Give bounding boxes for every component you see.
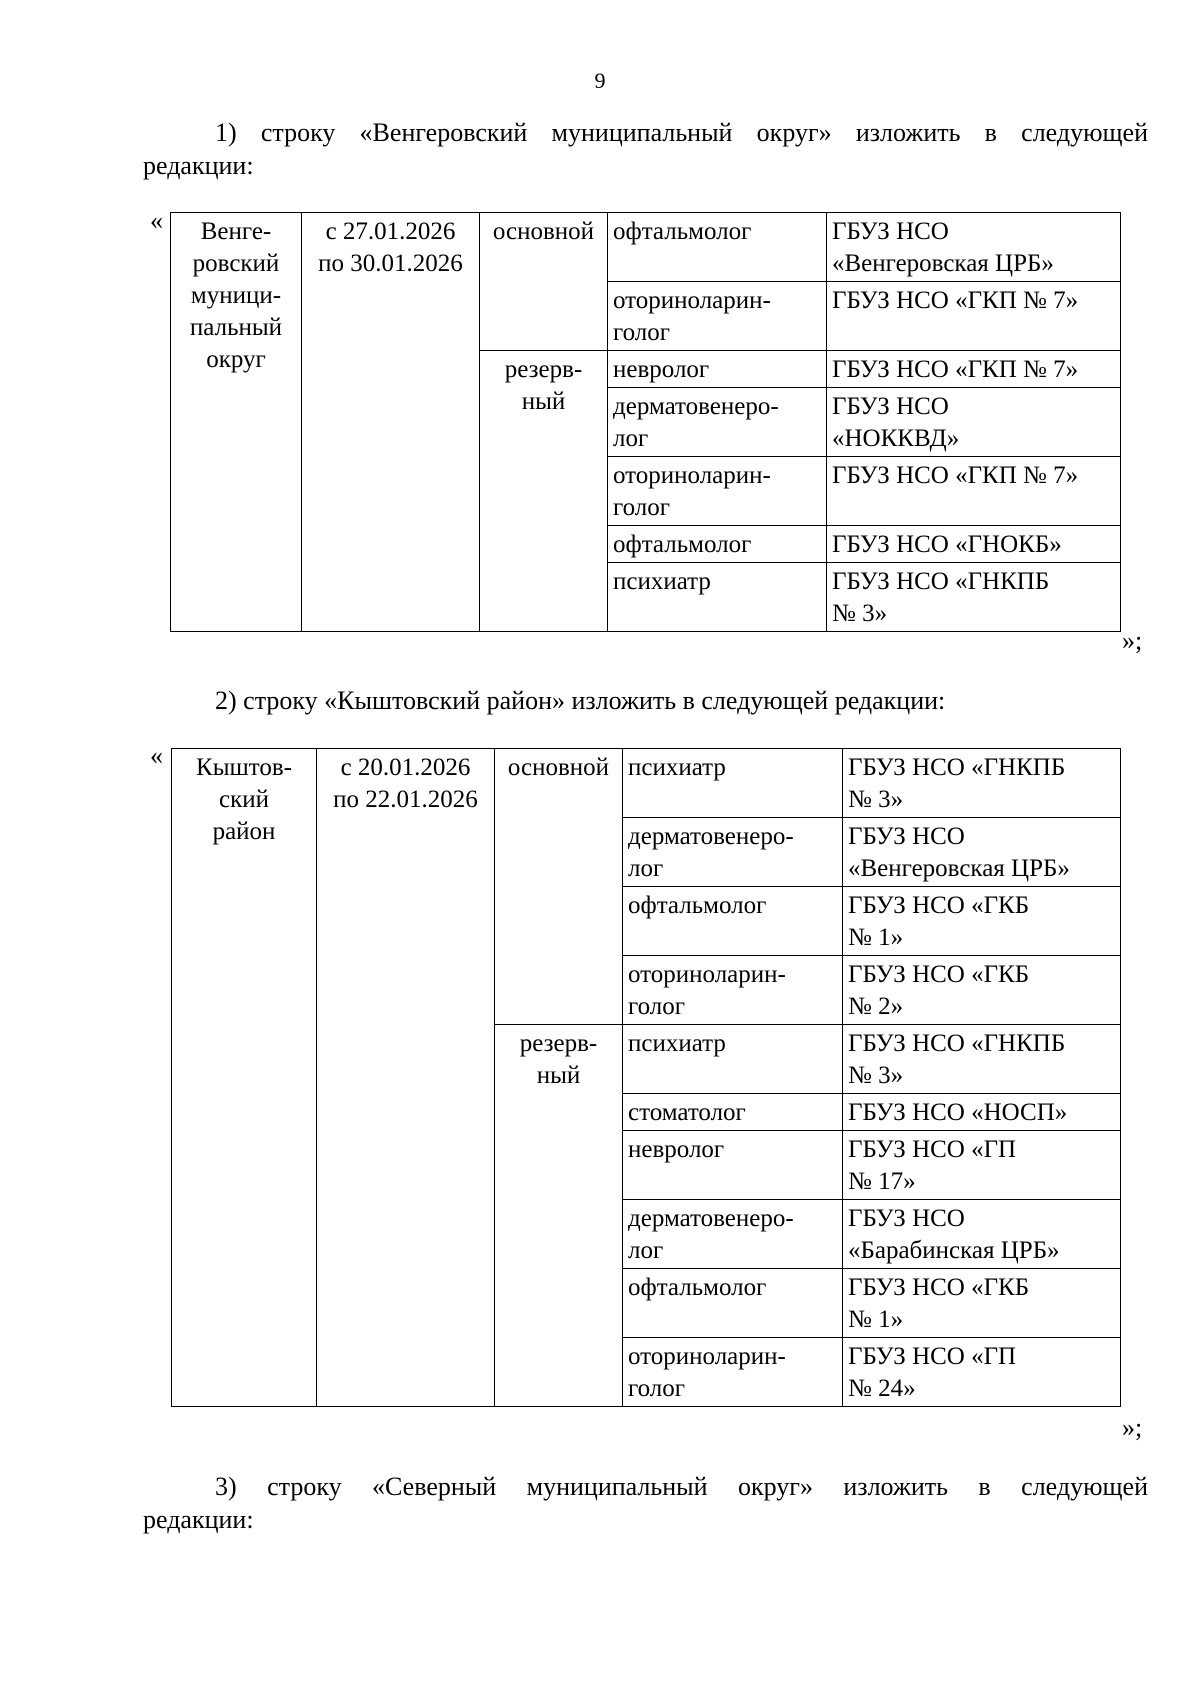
table1-venger-district bbox=[170, 212, 1121, 632]
brigade-type-cell: основной bbox=[495, 749, 623, 1025]
section2-intro: 2) строку «Кыштовский район» изложить в следующей редакции: bbox=[215, 686, 946, 715]
organization-cell: ГБУЗ НСО «НОСП» bbox=[843, 1094, 1121, 1131]
specialist-cell: оториноларин- голог bbox=[608, 457, 827, 526]
organization-cell: ГБУЗ НСО «ГКБ № 1» bbox=[843, 887, 1121, 956]
specialist-cell: оториноларин- голог bbox=[623, 1338, 843, 1407]
period-cell: с 20.01.2026 по 22.01.2026 bbox=[317, 749, 495, 1407]
specialist-cell: оториноларин- голог bbox=[608, 282, 827, 351]
organization-cell: ГБУЗ НСО «Барабинская ЦРБ» bbox=[843, 1200, 1121, 1269]
brigade-type-cell: основной bbox=[480, 213, 608, 351]
district-cell: Венге- ровский муници- пальный округ bbox=[171, 213, 302, 632]
section1-intro-line1: 1) строку «Венгеровский муниципальный округ» изложить в следующей bbox=[215, 118, 1148, 147]
table1-close-quote: »; bbox=[1122, 626, 1143, 655]
brigade-type-cell: резерв- ный bbox=[495, 1025, 623, 1407]
specialist-cell: психиатр bbox=[623, 749, 843, 818]
specialist-cell: дерматовенеро- лог bbox=[623, 818, 843, 887]
organization-cell: ГБУЗ НСО «ГКБ № 1» bbox=[843, 1269, 1121, 1338]
specialist-cell: офтальмолог bbox=[623, 887, 843, 956]
section3-intro bbox=[143, 1470, 1148, 1536]
specialist-cell: стоматолог bbox=[623, 1094, 843, 1131]
specialist-cell: невролог bbox=[608, 351, 827, 388]
organization-cell: ГБУЗ НСО «НОККВД» bbox=[827, 388, 1121, 457]
section1-intro bbox=[143, 116, 1148, 182]
table2-close-quote: »; bbox=[1122, 1413, 1143, 1442]
page-number: 9 bbox=[594, 68, 606, 93]
organization-cell: ГБУЗ НСО «ГП № 24» bbox=[843, 1338, 1121, 1407]
table-row bbox=[172, 749, 1121, 818]
specialist-cell: невролог bbox=[623, 1131, 843, 1200]
table-row bbox=[171, 213, 1121, 282]
specialist-cell: офтальмолог bbox=[608, 526, 827, 563]
organization-cell: ГБУЗ НСО «ГКБ № 2» bbox=[843, 956, 1121, 1025]
specialist-cell: психиатр bbox=[608, 563, 827, 632]
table1-body bbox=[171, 213, 1121, 632]
table1-open-quote: « bbox=[150, 206, 163, 235]
organization-cell: ГБУЗ НСО «ГП № 17» bbox=[843, 1131, 1121, 1200]
organization-cell: ГБУЗ НСО «ГНКПБ № 3» bbox=[843, 749, 1121, 818]
specialist-cell: психиатр bbox=[623, 1025, 843, 1094]
organization-cell: ГБУЗ НСО «ГНКПБ № 3» bbox=[843, 1025, 1121, 1094]
specialist-cell: офтальмолог bbox=[623, 1269, 843, 1338]
organization-cell: ГБУЗ НСО «ГКП № 7» bbox=[827, 282, 1121, 351]
organization-cell: ГБУЗ НСО «ГНОКБ» bbox=[827, 526, 1121, 563]
organization-cell: ГБУЗ НСО «ГКП № 7» bbox=[827, 351, 1121, 388]
specialist-cell: дерматовенеро- лог bbox=[623, 1200, 843, 1269]
specialist-cell: офтальмолог bbox=[608, 213, 827, 282]
organization-cell: ГБУЗ НСО «ГКП № 7» bbox=[827, 457, 1121, 526]
organization-cell: ГБУЗ НСО «ГНКПБ № 3» bbox=[827, 563, 1121, 632]
section3-intro-line1: 3) строку «Северный муниципальный округ» изложить в следующей bbox=[215, 1472, 1148, 1501]
brigade-type-cell: резерв- ный bbox=[480, 351, 608, 632]
section3-intro-line2: редакции: bbox=[143, 1505, 254, 1534]
district-cell: Кыштов- ский район bbox=[172, 749, 317, 1407]
table2-body bbox=[172, 749, 1121, 1407]
table2-open-quote: « bbox=[150, 741, 163, 770]
organization-cell: ГБУЗ НСО «Венгеровская ЦРБ» bbox=[827, 213, 1121, 282]
table2-kyshtov-district bbox=[171, 748, 1121, 1407]
specialist-cell: дерматовенеро- лог bbox=[608, 388, 827, 457]
section1-intro-line2: редакции: bbox=[143, 151, 254, 180]
organization-cell: ГБУЗ НСО «Венгеровская ЦРБ» bbox=[843, 818, 1121, 887]
period-cell: с 27.01.2026 по 30.01.2026 bbox=[302, 213, 480, 632]
specialist-cell: оториноларин- голог bbox=[623, 956, 843, 1025]
